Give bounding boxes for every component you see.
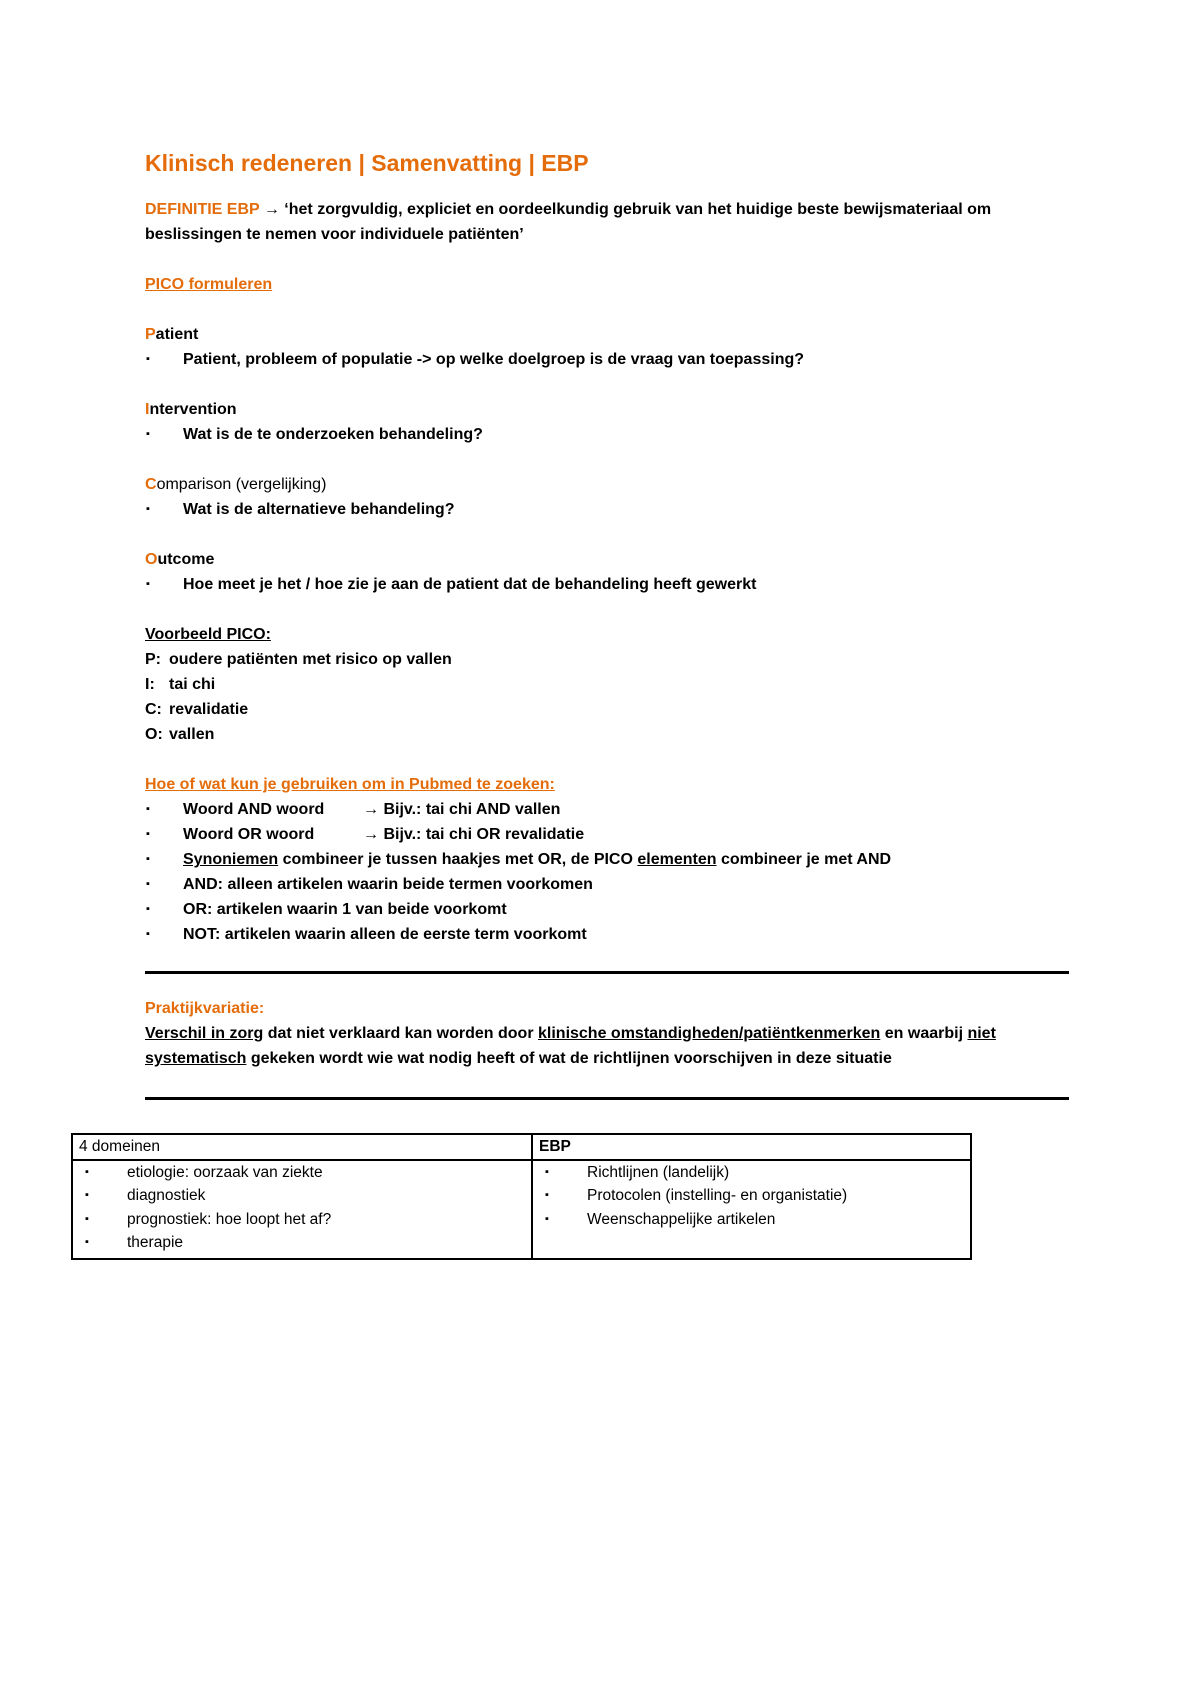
bullet-icon: ▪: [545, 1189, 549, 1201]
bullet-icon: ▪: [85, 1189, 89, 1201]
divider: [145, 1097, 1069, 1100]
bullet-icon: ▪: [146, 803, 150, 815]
list-item: NOT: artikelen waarin alleen de eerste term voorkomt: [183, 926, 587, 943]
list-item: Patient, probleem of populatie -> op welke doelgroep is de vraag van toepassing?: [183, 351, 805, 368]
table-cell: [72, 1160, 532, 1259]
bullet-icon: ▪: [85, 1236, 89, 1248]
praktijk-fragment: gekeken wordt wie wat nodig heeft of wat de richtlijnen voorschijven in deze situatie: [246, 1050, 892, 1067]
definition-text: ‘het zorgvuldig, expliciet en oordeelkundig gebruik van het huidige beste bewijsmateriaal om beslissingen te nemen voor individuele patiënten’: [145, 201, 992, 243]
example-value: tai chi: [169, 676, 216, 693]
list-item: OR: artikelen waarin 1 van beide voorkomt: [183, 901, 507, 918]
pubmed-heading: Hoe of wat kun je gebruiken om in Pubmed te zoeken:: [145, 776, 555, 793]
list-item: Wat is de alternatieve behandeling?: [183, 501, 455, 518]
bullet-icon: ▪: [85, 1165, 89, 1178]
pico-comparison: [145, 472, 1065, 522]
list-item: [183, 822, 1065, 847]
bullet-icon: ▪: [85, 1212, 89, 1225]
pico-term: atient: [155, 326, 199, 343]
pico-patient: [145, 322, 1065, 372]
arrow-icon: →: [363, 826, 379, 843]
bullet-icon: ▪: [146, 578, 150, 590]
arrow-icon: →: [263, 201, 280, 218]
list-text: combineer je tussen haakjes met OR, de PICO: [278, 851, 638, 868]
pico-initial: P: [145, 326, 156, 343]
synonyms-term: Synoniemen: [183, 851, 279, 868]
example-value: revalidatie: [169, 701, 249, 718]
pico-initial: C: [145, 476, 157, 493]
praktijk-section: [145, 996, 1065, 1071]
list-item: Wat is de te onderzoeken behandeling?: [183, 426, 483, 443]
underlined-term: klinische omstandigheden/patiëntkenmerken: [538, 1025, 881, 1042]
example-value: vallen: [169, 726, 215, 743]
pubmed-section: [145, 772, 1065, 947]
pico-intervention: [145, 397, 1065, 447]
list-text: combineer je met AND: [716, 851, 892, 868]
page-title: Klinisch redeneren | Samenvatting | EBP: [145, 150, 589, 176]
table-list-item: therapie: [127, 1234, 184, 1251]
table-header: 4 domeinen: [72, 1134, 532, 1160]
example-value: oudere patiënten met risico op vallen: [169, 651, 452, 668]
underlined-term: Verschil in zorg: [145, 1025, 264, 1042]
table-list-item: Protocolen (instelling- en organistatie): [587, 1187, 848, 1204]
example-key: P:: [145, 651, 161, 668]
search-operator: Woord OR woord: [183, 826, 315, 843]
bullet-icon: ▪: [146, 878, 150, 890]
definition-label: DEFINITIE EBP: [145, 201, 260, 218]
bullet-icon: ▪: [146, 353, 150, 365]
bullet-icon: ▪: [146, 503, 150, 515]
document-content: [145, 148, 1065, 1100]
arrow-icon: →: [363, 801, 379, 818]
praktijk-fragment: dat niet verklaard kan worden door: [263, 1025, 538, 1042]
praktijk-text: [145, 1021, 1065, 1071]
bullet-icon: ▪: [146, 853, 150, 865]
pico-outcome: [145, 547, 1065, 597]
list-item: [183, 847, 1065, 872]
table-list-item: Weenschappelijke artikelen: [587, 1210, 776, 1228]
pico-initial: O: [145, 551, 158, 568]
bullet-icon: ▪: [146, 928, 150, 940]
pico-term: utcome: [157, 551, 215, 568]
example-key: C:: [145, 701, 162, 718]
bullet-icon: ▪: [146, 903, 150, 915]
underlined-term: niet systematisch: [145, 1025, 996, 1067]
elements-term: elementen: [637, 851, 717, 868]
search-operator: Woord AND woord: [183, 801, 325, 818]
table-list-item: Richtlijnen (landelijk): [587, 1163, 730, 1181]
bullet-icon: ▪: [545, 1165, 549, 1178]
bullet-icon: ▪: [545, 1212, 549, 1225]
table-cell: [532, 1160, 971, 1259]
table-list-item: prognostiek: hoe loopt het af?: [127, 1210, 332, 1228]
bullet-icon: ▪: [146, 828, 150, 840]
bullet-icon: ▪: [146, 428, 150, 440]
definition-paragraph: [145, 197, 1065, 247]
pico-example: [145, 622, 1065, 747]
list-item: [183, 797, 1065, 822]
pico-term: ntervention: [149, 401, 237, 418]
praktijk-fragment: en waarbij: [880, 1025, 968, 1042]
search-example: Bijv.: tai chi AND vallen: [383, 801, 561, 818]
example-key: O:: [145, 726, 163, 743]
search-example: Bijv.: tai chi OR revalidatie: [383, 826, 585, 843]
list-item: Hoe meet je het / hoe zie je aan de patient dat de behandeling heeft gewerkt: [183, 576, 757, 593]
table-list-item: diagnostiek: [127, 1187, 206, 1204]
pico-heading: PICO formuleren: [145, 276, 273, 293]
pico-initial: I: [145, 401, 150, 418]
domains-table: [71, 1133, 972, 1260]
pico-term: omparison (vergelijking): [156, 476, 327, 493]
praktijk-heading: Praktijkvariatie:: [145, 1000, 265, 1017]
table-list-item: etiologie: oorzaak van ziekte: [127, 1163, 323, 1181]
list-item: AND: alleen artikelen waarin beide termen voorkomen: [183, 876, 593, 893]
table-header: EBP: [532, 1134, 971, 1160]
example-key: I:: [145, 676, 155, 693]
example-heading: Voorbeeld PICO:: [145, 626, 271, 643]
